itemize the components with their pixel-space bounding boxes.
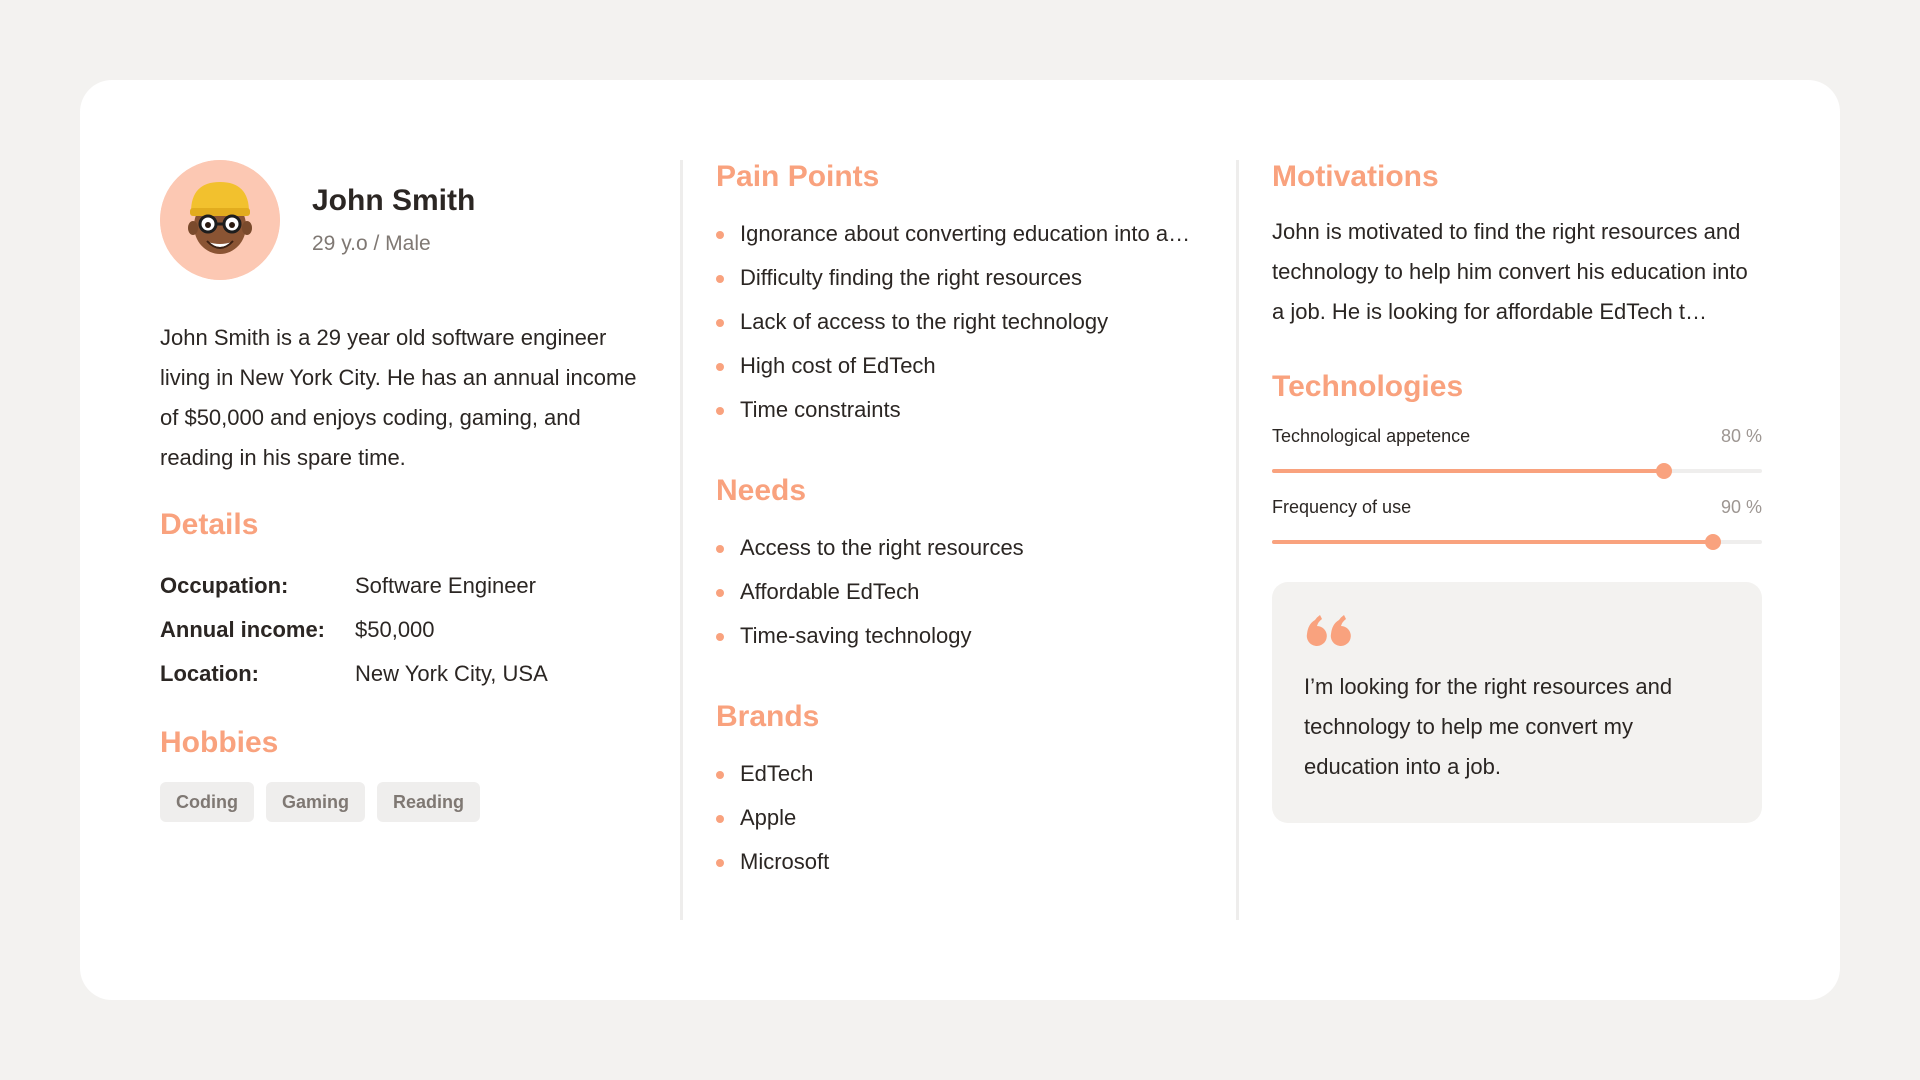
profile-header	[160, 160, 650, 280]
list-item: Difficulty finding the right resources	[716, 256, 1206, 300]
hobby-tag[interactable]: Coding	[160, 782, 254, 822]
tech-meter	[1272, 497, 1762, 544]
hobby-tag[interactable]: Gaming	[266, 782, 365, 822]
detail-value: $50,000	[355, 617, 435, 642]
avatar	[160, 160, 280, 280]
persona-name: John Smith	[312, 184, 476, 217]
tech-meter-value: 80 %	[1720, 426, 1762, 446]
tech-meter	[1272, 426, 1762, 473]
detail-value: Software Engineer	[355, 573, 536, 598]
pain-points-list	[716, 212, 1206, 432]
tech-meter-label: Technological appetence	[1272, 426, 1471, 446]
hobby-tag[interactable]: Reading	[377, 782, 480, 822]
persona-card	[80, 80, 1840, 1000]
persona-bio: John Smith is a 29 year old software engineer living in New York City. He has an annual income of $50,000 and enjoys coding, gaming, and reading in his spare time.	[160, 325, 637, 470]
technologies-heading: Technologies	[1272, 370, 1464, 403]
profile-column	[160, 160, 650, 822]
motivations-heading: Motivations	[1272, 160, 1439, 193]
list-item: Time-saving technology	[716, 614, 1206, 658]
brands-heading: Brands	[716, 700, 820, 733]
hobby-tags	[160, 782, 650, 822]
detail-value: New York City, USA	[355, 661, 548, 686]
details-list	[160, 564, 650, 696]
detail-label: Annual income:	[160, 617, 326, 642]
hobbies-heading: Hobbies	[160, 726, 279, 759]
tech-meter-value: 90 %	[1720, 497, 1762, 517]
pain-points-heading: Pain Points	[716, 160, 880, 193]
detail-label: Location:	[160, 661, 259, 686]
tech-meter-label: Frequency of use	[1272, 497, 1412, 517]
list-item: Access to the right resources	[716, 526, 1206, 570]
detail-label: Occupation:	[160, 573, 289, 598]
list-item: Apple	[716, 796, 1206, 840]
list-item: Lack of access to the right technology	[716, 300, 1206, 344]
detail-row	[160, 564, 650, 608]
brands-list	[716, 752, 1206, 884]
needs-list	[716, 526, 1206, 658]
tech-meter-track[interactable]	[1272, 540, 1762, 544]
tech-meter-fill	[1272, 540, 1713, 544]
list-item: Microsoft	[716, 840, 1206, 884]
list-item: Time constraints	[716, 388, 1206, 432]
list-item: Affordable EdTech	[716, 570, 1206, 614]
needs-column	[716, 160, 1206, 884]
list-item: High cost of EdTech	[716, 344, 1206, 388]
tech-meter-handle[interactable]	[1705, 534, 1721, 550]
quote-mark-icon	[1304, 612, 1354, 648]
column-divider	[680, 160, 683, 920]
tech-meter-fill	[1272, 469, 1664, 473]
tech-meter-track[interactable]	[1272, 469, 1762, 473]
quote-card	[1272, 582, 1762, 823]
detail-row	[160, 652, 650, 696]
motivations-column	[1272, 160, 1762, 823]
list-item: Ignorance about converting education into a…	[716, 212, 1206, 256]
detail-row	[160, 608, 650, 652]
memoji-avatar-icon	[160, 160, 280, 280]
quote-text: I’m looking for the right resources and technology to help me convert my education into a job.	[1304, 674, 1673, 779]
needs-heading: Needs	[716, 474, 807, 507]
motivations-text: John is motivated to find the right resources and technology to help him convert his education into a job. He is looking for affordable EdTech t…	[1272, 219, 1748, 324]
column-divider	[1236, 160, 1239, 920]
tech-meter-handle[interactable]	[1656, 463, 1672, 479]
persona-age-gender: 29 y.o / Male	[312, 232, 431, 255]
details-heading: Details	[160, 508, 259, 541]
list-item: EdTech	[716, 752, 1206, 796]
